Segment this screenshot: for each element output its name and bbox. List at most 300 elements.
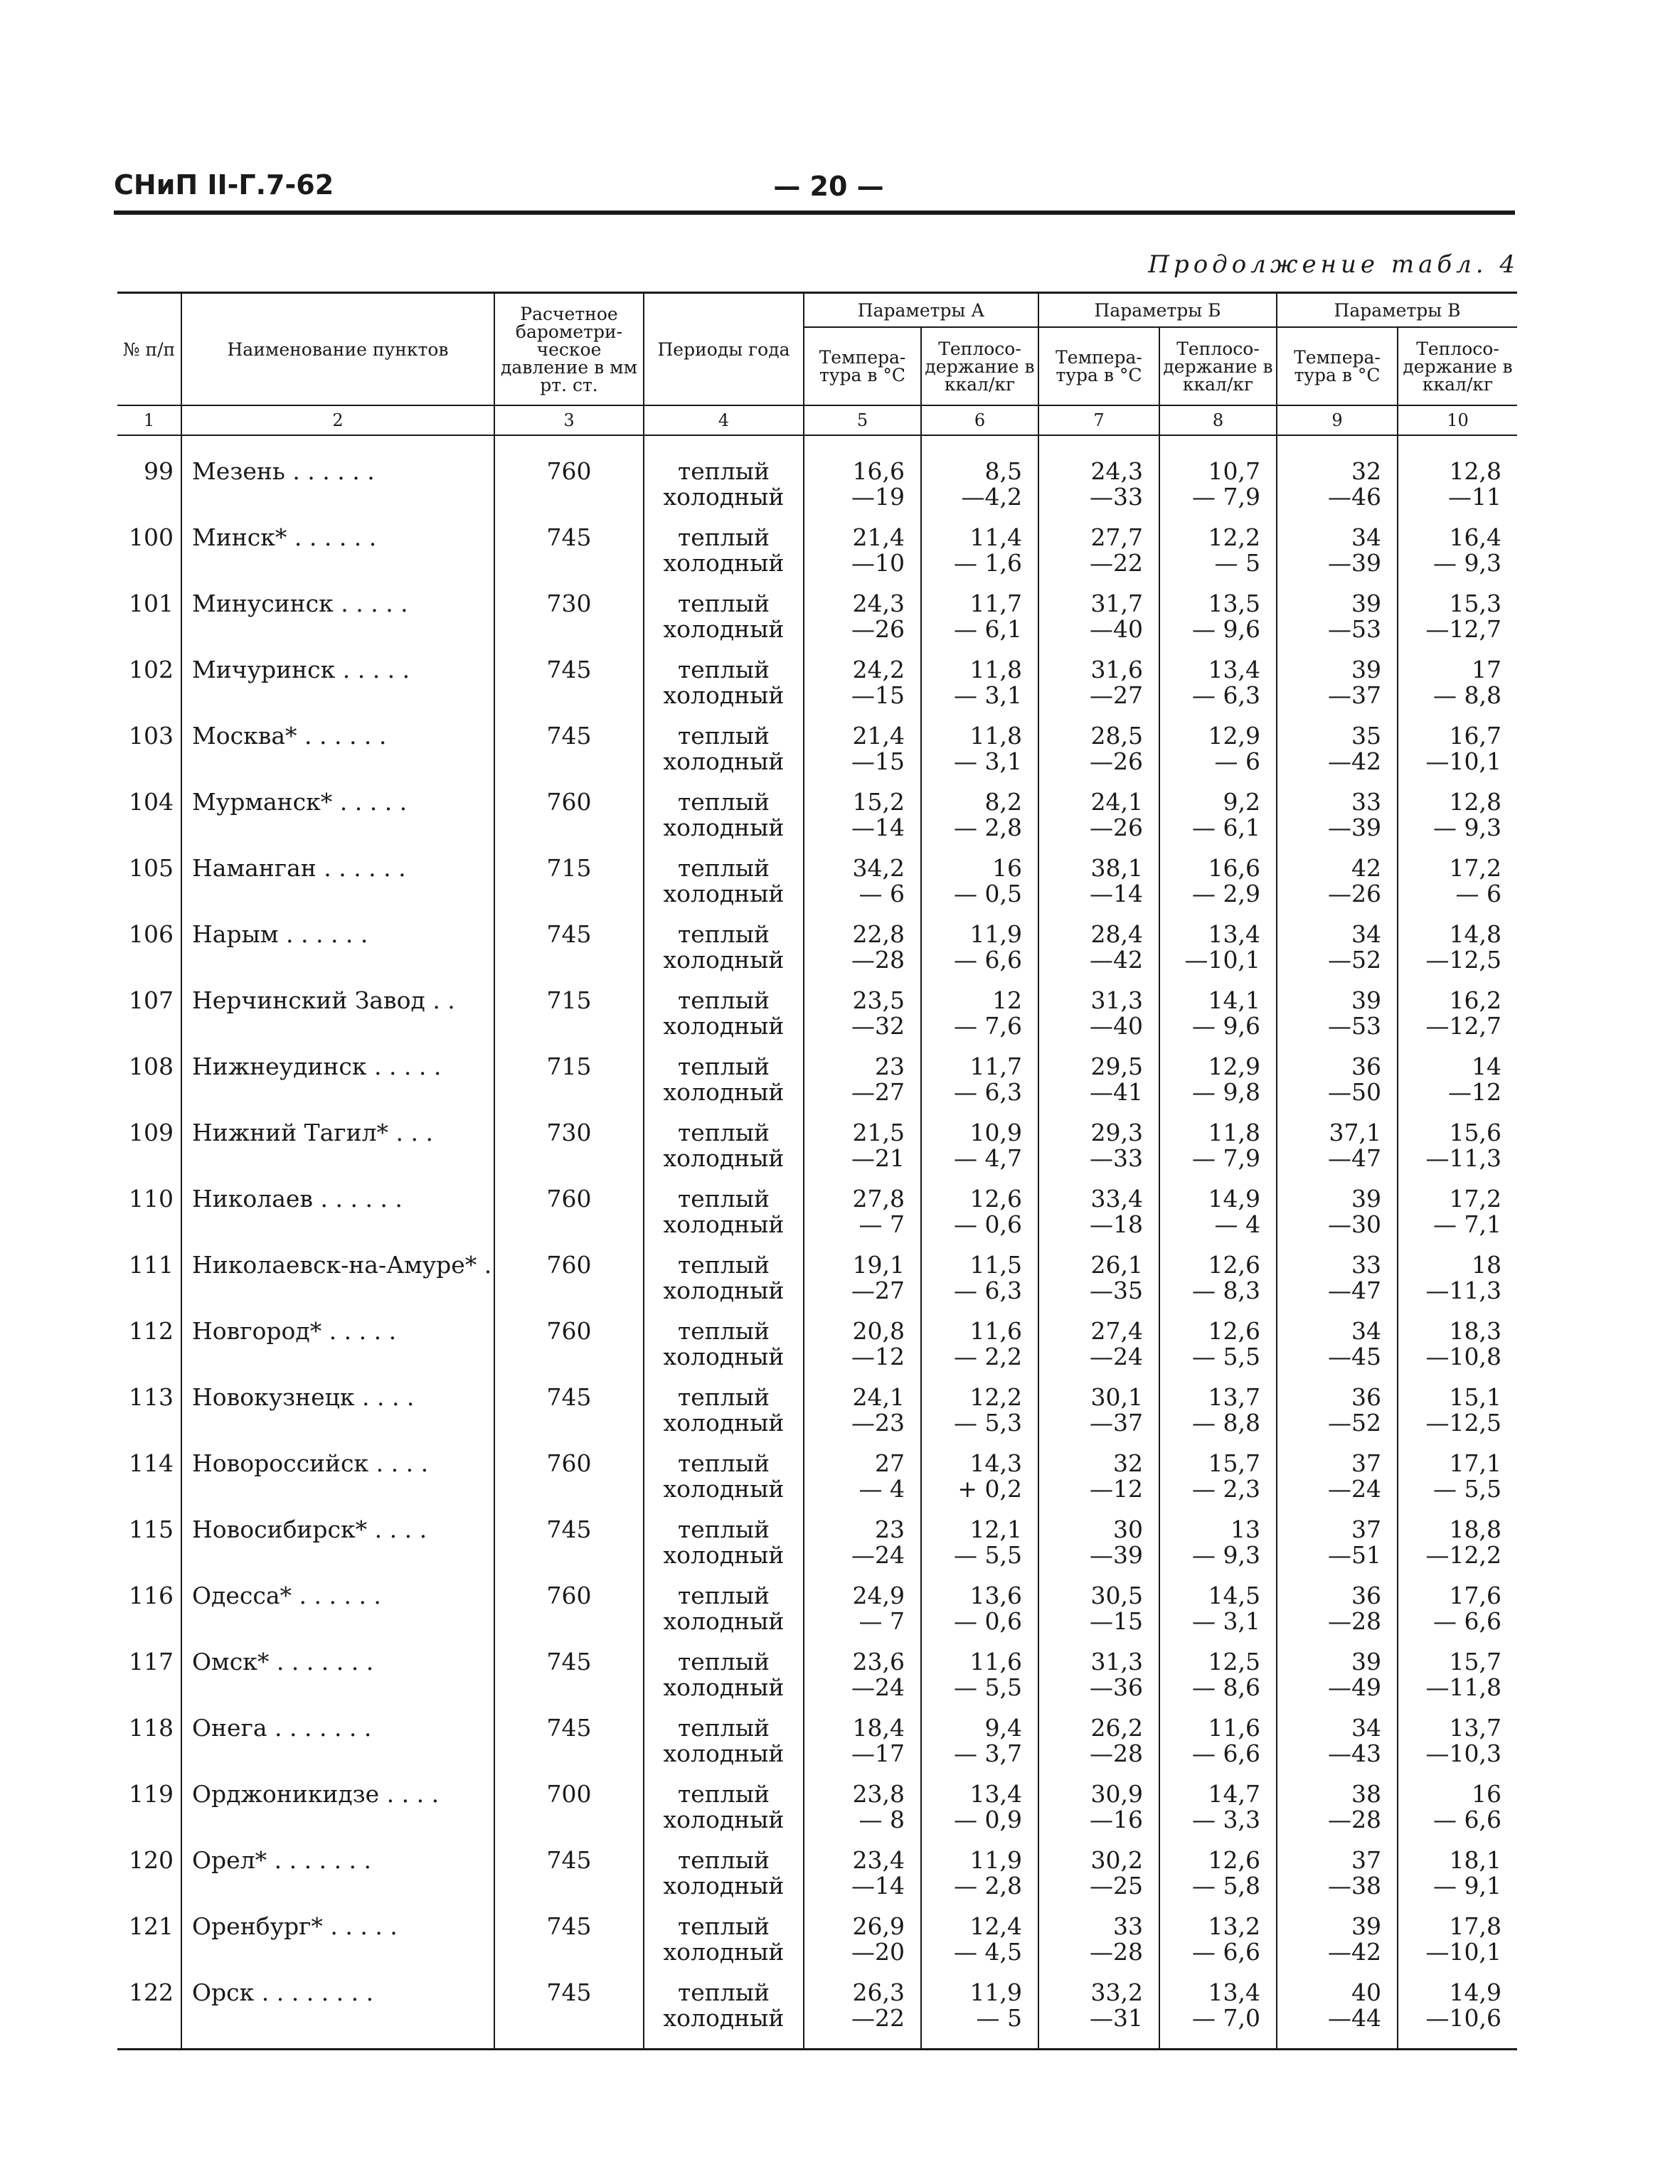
param-a-heat-cold: — 0,5 [954, 880, 1022, 907]
period-cell [644, 654, 804, 720]
param-b-heat-cell [1159, 1183, 1277, 1250]
param-c-temp-cell [1277, 654, 1398, 720]
param-b-heat-cold: — 9,3 [1192, 1541, 1260, 1569]
param-a-temp-cold: —26 [851, 615, 905, 643]
param-c-heat-warm: 16,2 [1449, 986, 1501, 1014]
param-a-temp-warm: 27 [875, 1449, 905, 1477]
param-a-temp-cold: — 7 [858, 1607, 905, 1635]
param-a-temp-cold: —14 [851, 1872, 905, 1900]
param-c-heat-cold: —12,7 [1425, 615, 1501, 643]
pressure-value: 760 [494, 1316, 644, 1382]
param-a-temp-cell [804, 588, 921, 654]
param-a-temp-cold: —27 [851, 1277, 905, 1304]
param-c-temp-cold: —47 [1328, 1144, 1381, 1172]
table-row [117, 1051, 1517, 1117]
param-b-temp-warm: 33,4 [1090, 1185, 1143, 1213]
param-b-temp-cold: —27 [1090, 681, 1143, 709]
param-a-temp-cell [804, 1382, 921, 1448]
pressure-value: 760 [494, 1580, 644, 1646]
param-c-temp-cell [1277, 787, 1398, 853]
param-b-heat-warm: 13,5 [1208, 590, 1260, 617]
table-row [117, 720, 1517, 787]
param-a-temp-cell [804, 1051, 921, 1117]
period-cell [644, 1977, 804, 2050]
param-a-heat-cell [921, 1580, 1038, 1646]
param-a-heat-cell [921, 654, 1038, 720]
station-name: Оренбург* . . . . . [181, 1911, 494, 1977]
table-caption: Продолжение табл. 4 [1148, 250, 1519, 279]
param-b-heat-warm: 14,7 [1208, 1780, 1260, 1808]
param-b-heat-cell [1159, 1580, 1277, 1646]
period-cold: холодный [663, 681, 785, 709]
param-a-heat-warm: 8,2 [984, 788, 1022, 816]
param-a-temp-cold: —22 [851, 2004, 905, 2032]
param-a-temp-warm: 22,8 [852, 920, 905, 948]
param-c-heat-cold: — 6,6 [1433, 1806, 1501, 1833]
station-name: Николаев . . . . . . [181, 1183, 494, 1250]
pressure-value: 760 [494, 1250, 644, 1316]
period-cell [644, 522, 804, 588]
param-c-heat-warm: 17,2 [1449, 1185, 1501, 1213]
param-b-temp-warm: 27,4 [1090, 1317, 1143, 1345]
period-cold: холодный [663, 1078, 785, 1106]
param-c-temp-cold: —30 [1328, 1210, 1381, 1238]
param-b-temp-cell [1038, 985, 1159, 1051]
param-a-temp-warm: 24,9 [852, 1582, 905, 1609]
table-row [117, 1845, 1517, 1911]
param-a-temp-cold: —23 [851, 1409, 905, 1437]
period-cold: холодный [663, 1740, 785, 1767]
param-c-heat-cell [1398, 985, 1517, 1051]
period-warm: теплый [677, 1516, 770, 1543]
header-rule [114, 211, 1515, 215]
period-cold: холодный [663, 1012, 785, 1040]
param-b-temp-cell [1038, 1514, 1159, 1580]
param-b-heat-cold: — 5,5 [1192, 1343, 1260, 1370]
param-b-temp-cell [1038, 1183, 1159, 1250]
param-c-heat-warm: 12,8 [1449, 457, 1501, 485]
pressure-value: 745 [494, 1514, 644, 1580]
param-b-temp-cold: —18 [1090, 1210, 1143, 1238]
param-a-heat-warm: 10,9 [969, 1119, 1022, 1146]
period-warm: теплый [677, 1648, 770, 1676]
table-row [117, 522, 1517, 588]
station-name: Нерчинский Завод . . [181, 985, 494, 1051]
station-name: Нижний Тагил* . . . [181, 1117, 494, 1183]
param-b-heat-cold: — 7,0 [1192, 2004, 1260, 2032]
row-number: 122 [117, 1977, 181, 2050]
param-c-heat-cold: — 8,8 [1433, 681, 1501, 709]
pressure-value: 745 [494, 919, 644, 985]
param-c-temp-cold: —52 [1328, 946, 1381, 974]
param-c-heat-cold: —12,5 [1425, 1409, 1501, 1437]
param-a-heat-warm: 13,4 [969, 1780, 1022, 1808]
period-cell [644, 853, 804, 919]
pressure-value: 760 [494, 787, 644, 853]
param-c-temp-warm: 39 [1351, 656, 1381, 683]
table-row [117, 1183, 1517, 1250]
param-b-temp-cold: —42 [1090, 946, 1143, 974]
param-c-heat-cold: —12 [1448, 1078, 1501, 1106]
param-c-heat-cold: —11 [1448, 483, 1501, 511]
param-a-temp-cold: —15 [851, 747, 905, 775]
pressure-value: 745 [494, 1977, 644, 2050]
period-cell [644, 1051, 804, 1117]
period-cell [644, 1382, 804, 1448]
param-c-heat-cold: —12,2 [1425, 1541, 1501, 1569]
param-a-temp-warm: 24,3 [852, 590, 905, 617]
param-b-heat-cell [1159, 720, 1277, 787]
period-warm: теплый [677, 1582, 770, 1609]
param-a-heat-cold: — 6,1 [954, 615, 1022, 643]
param-c-heat-cell [1398, 1911, 1517, 1977]
column-number: 4 [644, 405, 804, 435]
param-b-temp-cell [1038, 1712, 1159, 1779]
param-c-heat-warm: 14,8 [1449, 920, 1501, 948]
param-a-temp-cell [804, 1117, 921, 1183]
param-a-temp-cold: — 8 [858, 1806, 905, 1833]
param-b-temp-cell [1038, 1448, 1159, 1514]
period-warm: теплый [677, 656, 770, 683]
param-b-heat-cell [1159, 456, 1277, 522]
param-b-heat-cell [1159, 1779, 1277, 1845]
param-b-temp-cell [1038, 1316, 1159, 1382]
param-b-heat-cell [1159, 1646, 1277, 1712]
period-cell [644, 1514, 804, 1580]
station-name: Наманган . . . . . . [181, 853, 494, 919]
period-cold: холодный [663, 814, 785, 841]
param-c-temp-warm: 34 [1351, 1317, 1381, 1345]
header-group-b: Параметры Б [1038, 293, 1277, 328]
param-b-heat-cell [1159, 1448, 1277, 1514]
param-b-temp-cold: —40 [1090, 615, 1143, 643]
param-a-heat-cold: — 2,8 [954, 1872, 1022, 1900]
param-a-heat-cold: — 1,6 [954, 549, 1022, 577]
column-number: 5 [804, 405, 921, 435]
column-number: 10 [1398, 405, 1517, 435]
param-b-heat-warm: 11,8 [1208, 1119, 1260, 1146]
column-number: 2 [181, 405, 494, 435]
param-a-temp-cold: — 6 [858, 880, 905, 907]
param-c-temp-cold: —53 [1328, 1012, 1381, 1040]
column-number: 6 [921, 405, 1038, 435]
param-b-temp-cell [1038, 1646, 1159, 1712]
station-name: Нарым . . . . . . [181, 919, 494, 985]
param-a-temp-cell [804, 1977, 921, 2050]
param-b-temp-warm: 28,4 [1090, 920, 1143, 948]
param-a-temp-cold: —10 [851, 549, 905, 577]
param-a-heat-cold: — 5 [976, 2004, 1022, 2032]
param-b-heat-warm: 13,4 [1208, 656, 1260, 683]
param-b-temp-cold: —31 [1090, 2004, 1143, 2032]
param-b-temp-cell [1038, 853, 1159, 919]
row-number: 110 [129, 1185, 174, 1213]
header-num: № п/п [117, 293, 181, 406]
param-a-temp-warm: 18,4 [852, 1714, 905, 1742]
param-a-temp-warm: 24,2 [852, 656, 905, 683]
param-b-temp-cell [1038, 720, 1159, 787]
param-a-heat-cell [921, 1316, 1038, 1382]
param-b-heat-warm: 13 [1230, 1516, 1260, 1543]
header-temp-b: Темпера-тура в °С [1038, 327, 1159, 405]
param-c-heat-warm: 18,3 [1449, 1317, 1501, 1345]
param-a-heat-cell [921, 456, 1038, 522]
table-row [117, 1448, 1517, 1514]
header-heat-c: Теплосо-держание в ккал/кг [1398, 327, 1517, 405]
param-b-heat-warm: 12,6 [1208, 1317, 1260, 1345]
column-number: 3 [494, 405, 644, 435]
period-cell [644, 456, 804, 522]
column-number: 7 [1038, 405, 1159, 435]
param-c-temp-cell [1277, 1382, 1398, 1448]
header-heat-a: Теплосо-держание в ккал/кг [921, 327, 1038, 405]
param-c-temp-warm: 35 [1351, 722, 1381, 750]
period-warm: теплый [677, 1251, 770, 1279]
param-c-heat-warm: 18,8 [1449, 1516, 1501, 1543]
param-a-heat-warm: 11,6 [969, 1317, 1022, 1345]
param-a-temp-cell [804, 1250, 921, 1316]
param-b-temp-warm: 31,7 [1090, 590, 1143, 617]
table-row [117, 1117, 1517, 1183]
param-b-temp-cell [1038, 1117, 1159, 1183]
param-b-temp-cold: —39 [1090, 1541, 1143, 1569]
header-group-c: Параметры В [1277, 293, 1517, 328]
param-b-heat-warm: 12,2 [1208, 523, 1260, 551]
param-a-heat-cold: — 6,6 [954, 946, 1022, 974]
period-cold: холодный [663, 880, 785, 907]
param-a-temp-cell [804, 1183, 921, 1250]
param-b-temp-warm: 24,1 [1090, 788, 1143, 816]
param-a-temp-warm: 23 [875, 1053, 905, 1080]
param-a-temp-cold: —20 [851, 1938, 905, 1966]
param-b-heat-cell [1159, 1117, 1277, 1183]
row-number: 121 [129, 1912, 174, 1940]
period-cell [644, 919, 804, 985]
param-b-temp-warm: 30,2 [1090, 1846, 1143, 1874]
param-b-heat-cold: — 8,3 [1192, 1277, 1260, 1304]
param-a-heat-warm: 12,4 [969, 1912, 1022, 1940]
param-b-temp-cell [1038, 1977, 1159, 2050]
param-b-temp-warm: 30,1 [1090, 1383, 1143, 1411]
param-a-heat-warm: 11,5 [969, 1251, 1022, 1279]
param-c-heat-cold: — 7,1 [1433, 1210, 1501, 1238]
period-cell [644, 1316, 804, 1382]
period-warm: теплый [677, 1383, 770, 1411]
header-temp-a: Темпера-тура в °С [804, 327, 921, 405]
header-pressure: Расчетное барометри-ческое давление в мм рт. ст. [494, 293, 644, 406]
param-a-heat-warm: 8,5 [984, 457, 1022, 485]
param-a-heat-warm: 11,9 [969, 920, 1022, 948]
period-cell [644, 1779, 804, 1845]
row-number: 100 [129, 523, 174, 551]
param-a-heat-warm: 11,6 [969, 1648, 1022, 1676]
param-b-heat-cold: — 6,6 [1192, 1740, 1260, 1767]
period-cell [644, 1646, 804, 1712]
period-cell [644, 720, 804, 787]
param-a-temp-cold: —32 [851, 1012, 905, 1040]
param-c-heat-warm: 17,6 [1449, 1582, 1501, 1609]
param-a-temp-cold: —24 [851, 1673, 905, 1701]
param-a-heat-warm: 14,3 [969, 1449, 1022, 1477]
param-a-heat-cold: — 0,6 [954, 1607, 1022, 1635]
period-cell [644, 1712, 804, 1779]
param-a-heat-cell [921, 1514, 1038, 1580]
param-c-heat-cell [1398, 456, 1517, 522]
param-b-heat-cell [1159, 1250, 1277, 1316]
station-name: Онега . . . . . . . [181, 1712, 494, 1779]
param-c-temp-cold: —47 [1328, 1277, 1381, 1304]
param-a-temp-cold: —19 [851, 483, 905, 511]
row-number: 116 [129, 1582, 174, 1609]
param-c-temp-cell [1277, 985, 1398, 1051]
param-c-temp-cold: —51 [1328, 1541, 1381, 1569]
period-cell [644, 1117, 804, 1183]
period-warm: теплый [677, 1846, 770, 1874]
period-cell [644, 1580, 804, 1646]
param-b-temp-warm: 31,3 [1090, 1648, 1143, 1676]
param-c-heat-warm: 17 [1472, 656, 1501, 683]
spacer-row [117, 435, 1517, 456]
param-b-heat-cold: —10,1 [1184, 946, 1260, 974]
param-a-heat-cold: — 0,6 [954, 1210, 1022, 1238]
param-c-heat-warm: 17,1 [1449, 1449, 1501, 1477]
param-b-heat-cell [1159, 1845, 1277, 1911]
param-b-heat-cold: — 9,6 [1192, 1012, 1260, 1040]
column-number: 9 [1277, 405, 1398, 435]
pressure-value: 700 [494, 1779, 644, 1845]
param-a-heat-cell [921, 1779, 1038, 1845]
param-b-heat-warm: 14,5 [1208, 1582, 1260, 1609]
param-c-temp-cell [1277, 1250, 1398, 1316]
param-b-temp-cold: —28 [1090, 1938, 1143, 1966]
period-warm: теплый [677, 854, 770, 882]
param-c-heat-cell [1398, 919, 1517, 985]
param-a-heat-cell [921, 1448, 1038, 1514]
param-b-heat-cold: — 5,8 [1192, 1872, 1260, 1900]
table-row [117, 1580, 1517, 1646]
param-a-heat-cold: — 5,3 [954, 1409, 1022, 1437]
row-number: 104 [129, 788, 174, 816]
pressure-value: 730 [494, 1117, 644, 1183]
param-c-heat-cell [1398, 1514, 1517, 1580]
param-c-heat-cold: — 6 [1455, 880, 1501, 907]
param-b-temp-warm: 33,2 [1090, 1978, 1143, 2006]
station-name: Москва* . . . . . . [181, 720, 494, 787]
param-b-temp-warm: 31,3 [1090, 986, 1143, 1014]
pressure-value: 715 [494, 985, 644, 1051]
param-b-temp-warm: 26,1 [1090, 1251, 1143, 1279]
param-a-temp-warm: 26,3 [852, 1978, 905, 2006]
pressure-value: 760 [494, 1183, 644, 1250]
param-b-temp-warm: 28,5 [1090, 722, 1143, 750]
pressure-value: 730 [494, 588, 644, 654]
param-b-heat-cell [1159, 1316, 1277, 1382]
param-b-temp-cell [1038, 654, 1159, 720]
period-cold: холодный [663, 2004, 785, 2032]
param-b-heat-warm: 12,6 [1208, 1846, 1260, 1874]
param-c-heat-warm: 12,8 [1449, 788, 1501, 816]
station-name: Одесса* . . . . . . [181, 1580, 494, 1646]
param-c-heat-cold: — 9,3 [1433, 814, 1501, 841]
param-b-temp-cell [1038, 522, 1159, 588]
param-a-heat-warm: 12,6 [969, 1185, 1022, 1213]
param-b-heat-warm: 14,1 [1208, 986, 1260, 1014]
param-b-temp-cold: —15 [1090, 1607, 1143, 1635]
param-c-temp-cold: —24 [1328, 1475, 1381, 1503]
table-row [117, 787, 1517, 853]
param-a-temp-cell [804, 1779, 921, 1845]
param-c-temp-warm: 37 [1351, 1846, 1381, 1874]
param-b-heat-cell [1159, 985, 1277, 1051]
param-a-heat-warm: 11,7 [969, 1053, 1022, 1080]
period-warm: теплый [677, 986, 770, 1014]
param-b-temp-warm: 27,7 [1090, 523, 1143, 551]
param-c-heat-cold: — 5,5 [1433, 1475, 1501, 1503]
period-warm: теплый [677, 1317, 770, 1345]
param-b-heat-cold: — 5 [1214, 549, 1260, 577]
param-a-heat-cold: — 3,1 [954, 747, 1022, 775]
param-c-temp-cold: —28 [1328, 1806, 1381, 1833]
param-c-heat-warm: 17,8 [1449, 1912, 1501, 1940]
param-b-temp-cold: —41 [1090, 1078, 1143, 1106]
param-a-temp-cold: —15 [851, 681, 905, 709]
param-c-temp-warm: 39 [1351, 986, 1381, 1014]
table-row [117, 1646, 1517, 1712]
param-b-heat-cold: — 6,3 [1192, 681, 1260, 709]
param-b-temp-cell [1038, 1382, 1159, 1448]
param-a-temp-warm: 26,9 [852, 1912, 905, 1940]
param-a-heat-cold: — 5,5 [954, 1673, 1022, 1701]
param-b-temp-cold: —22 [1090, 549, 1143, 577]
row-number: 119 [129, 1780, 174, 1808]
param-c-temp-warm: 39 [1351, 1185, 1381, 1213]
param-c-heat-warm: 13,7 [1449, 1714, 1501, 1742]
param-a-temp-cold: —24 [851, 1541, 905, 1569]
param-c-heat-cell [1398, 1580, 1517, 1646]
param-b-heat-cold: — 4 [1214, 1210, 1260, 1238]
param-c-heat-cell [1398, 1977, 1517, 2050]
param-a-heat-cold: — 6,3 [954, 1277, 1022, 1304]
row-number: 107 [129, 986, 174, 1014]
param-a-temp-cold: —17 [851, 1740, 905, 1767]
station-name: Нижнеудинск . . . . . [181, 1051, 494, 1117]
param-b-heat-cell [1159, 588, 1277, 654]
param-a-temp-warm: 23,5 [852, 986, 905, 1014]
param-a-heat-warm: 12,1 [969, 1516, 1022, 1543]
param-a-temp-warm: 23,6 [852, 1648, 905, 1676]
param-a-heat-cell [921, 787, 1038, 853]
table-row [117, 1250, 1517, 1316]
param-b-heat-cell [1159, 1382, 1277, 1448]
header-name: Наименование пунктов [181, 293, 494, 406]
param-a-temp-cold: —28 [851, 946, 905, 974]
param-c-heat-cold: —10,8 [1425, 1343, 1501, 1370]
param-b-heat-cold: — 6 [1214, 747, 1260, 775]
param-b-heat-cold: — 7,9 [1192, 1144, 1260, 1172]
param-a-heat-cold: — 0,9 [954, 1806, 1022, 1833]
param-b-heat-cell [1159, 654, 1277, 720]
row-number: 109 [129, 1119, 174, 1146]
period-cold: холодный [663, 1277, 785, 1304]
param-c-heat-cell [1398, 1845, 1517, 1911]
param-b-heat-warm: 13,2 [1208, 1912, 1260, 1940]
param-a-heat-cold: — 5,5 [954, 1541, 1022, 1569]
param-a-heat-warm: 12,2 [969, 1383, 1022, 1411]
period-cold: холодный [663, 946, 785, 974]
param-a-temp-warm: 24,1 [852, 1383, 905, 1411]
param-b-temp-warm: 24,3 [1090, 457, 1143, 485]
param-c-heat-cell [1398, 853, 1517, 919]
